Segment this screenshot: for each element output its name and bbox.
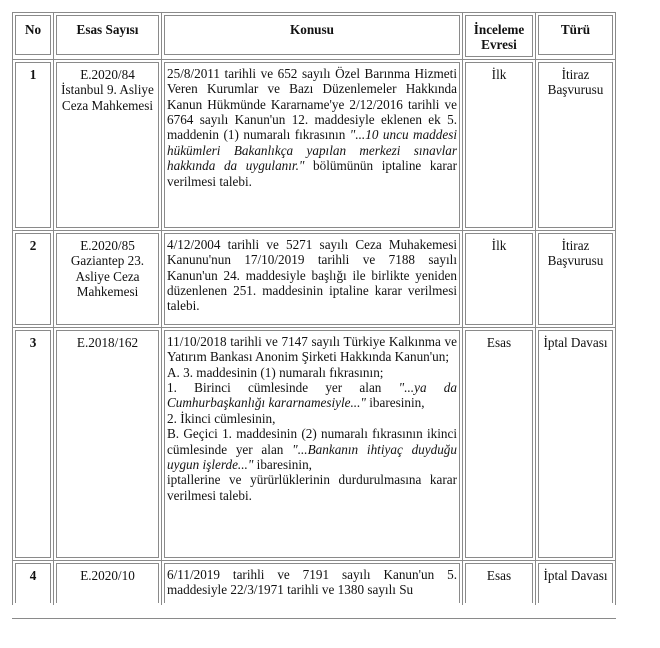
text-segment: 4/12/2004 tarihli ve 5271 sayılı Ceza Muhakemesi Kanunu'nun 17/10/2019 tarihli ve 7188 sayılı Kanun'un 24. maddesiyle başlığı ile birlikte yeniden düzenlenen 251. maddesinin iptaline karar verilmesi talebi.: [167, 236, 457, 314]
header-inceleme-evresi: İnceleme Evresi: [463, 13, 536, 60]
konusu-line: [167, 426, 457, 472]
row-esas-sayisi: E.2020/85 Gaziantep 23. Asliye Ceza Mahkemesi: [54, 231, 162, 328]
text-segment: iptallerine ve yürürlüklerinin durdurulmasına karar verilmesi talebi.: [167, 472, 457, 503]
konusu-line: [167, 380, 457, 411]
row-turu: İtiraz Başvurusu: [536, 231, 616, 328]
row-konusu: [162, 60, 463, 231]
text-segment: A. 3. maddesinin (1) numaralı fıkrasının;: [167, 364, 384, 380]
row-inceleme-evresi: Esas: [463, 328, 536, 561]
text-segment: 25/8/2011 tarihli ve 652 sayılı Özel Barınma Hizmeti Veren Kurumlar ve Bazı Düzenlemeler Hakkında Kanun Hükmünde Kararname'ye 2/12/2016 tarihli ve 6764 sayılı Kanun'un 12. maddesiyle eklenen ek 5. maddenin (1) numaralı fıkrasının: [167, 65, 457, 143]
header-esas-sayisi: Esas Sayısı: [54, 13, 162, 60]
page-cut-line: [12, 618, 616, 619]
header-no: No: [13, 13, 54, 60]
text-segment: 11/10/2018 tarihli ve 7147 sayılı Türkiye Kalkınma ve Yatırım Bankası Anonim Şirketi Hakkında Kanun'un;: [167, 333, 457, 365]
row-esas-sayisi: E.2018/162: [54, 328, 162, 561]
header-turu: Türü: [536, 13, 616, 60]
quoted-text: "...10 uncu maddesi hükümleri Bakanlıkça yapılan merkezi sınavlar hakkında da uygulanır.": [167, 127, 457, 174]
row-konusu: [162, 328, 463, 561]
table-row: [13, 328, 616, 561]
text-segment: 1. Birinci cümlesinde yer alan: [167, 380, 399, 396]
row-esas-sayisi: E.2020/10: [54, 561, 162, 605]
row-no: 3: [13, 328, 54, 561]
row-inceleme-evresi: İlk: [463, 231, 536, 328]
header-konusu: Konusu: [162, 13, 463, 60]
row-turu: İtiraz Başvurusu: [536, 60, 616, 231]
table-row: [13, 60, 616, 231]
row-inceleme-evresi: İlk: [463, 60, 536, 231]
table-header-row: [13, 13, 616, 60]
text-segment: B. Geçici 1. maddesinin (2) numaralı fıkrasının ikinci cümlesinde yer alan: [167, 426, 457, 457]
row-inceleme-evresi: Esas: [463, 561, 536, 605]
konusu-line: [167, 411, 457, 426]
text-segment: ibaresinin,: [253, 457, 312, 473]
text-segment: ibaresinin,: [365, 395, 425, 411]
quoted-text: "...ya da Cumhurbaşkanlığı kararnamesiyle...": [167, 380, 457, 411]
row-turu: İptal Davası: [536, 328, 616, 561]
cases-table: [12, 12, 616, 605]
row-konusu: [162, 231, 463, 328]
row-no: 4: [13, 561, 54, 605]
konusu-line: [167, 365, 457, 380]
table-row: [13, 231, 616, 328]
text-segment: 2. İkinci cümlesinin,: [167, 410, 276, 426]
row-esas-sayisi: E.2020/84 İstanbul 9. Asliye Ceza Mahkemesi: [54, 60, 162, 231]
row-no: 1: [13, 60, 54, 231]
table-row: [13, 561, 616, 605]
text-segment: 6/11/2019 tarihli ve 7191 sayılı Kanun'un 5. maddesiyle 22/3/1971 tarihli ve 1380 sayılı Su: [167, 566, 457, 598]
konusu-line: [167, 472, 457, 503]
row-no: 2: [13, 231, 54, 328]
konusu-line: [167, 334, 457, 365]
row-turu: İptal Davası: [536, 561, 616, 605]
text-segment: bölümünün iptaline karar verilmesi talebi.: [167, 158, 457, 189]
row-konusu: [162, 561, 463, 605]
quoted-text: "...Bankanın ihtiyaç duyduğu uygun işlerde...": [167, 441, 457, 473]
